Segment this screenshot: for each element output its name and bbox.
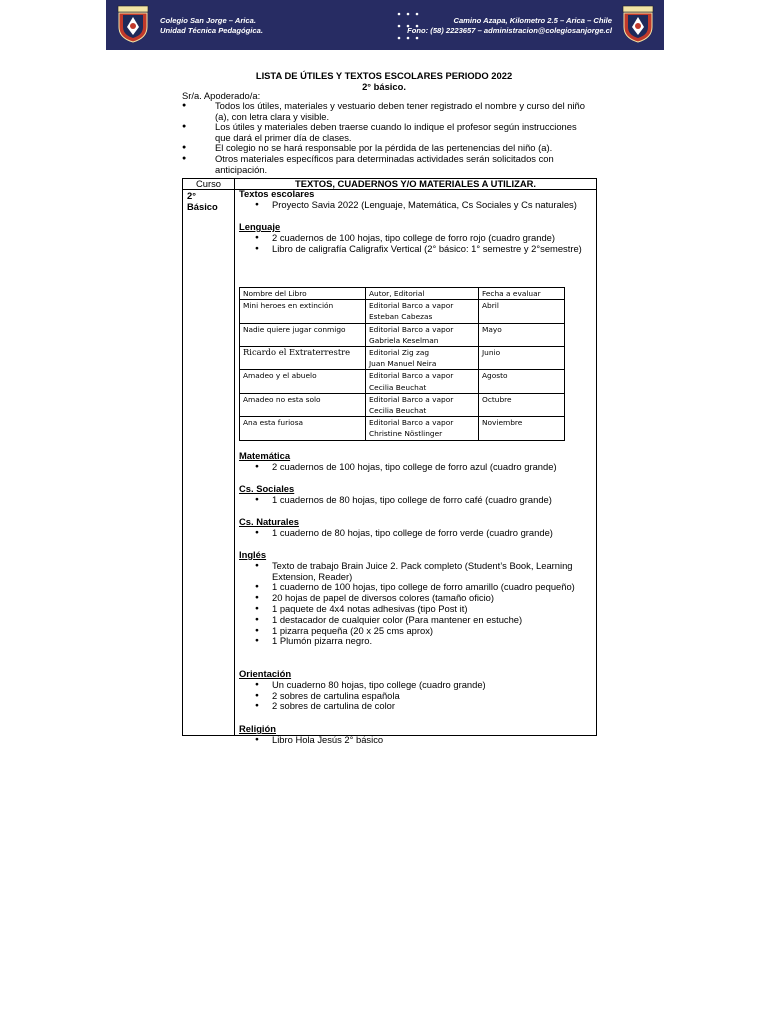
book-date: Agosto bbox=[479, 370, 565, 393]
section-textos bbox=[239, 189, 588, 211]
list-item: ● 1 cuaderno de 100 hojas, tipo college de forro amarillo (cuadro pequeño) bbox=[239, 582, 588, 593]
list-item: ● 2 cuadernos de 100 hojas, tipo college de forro azul (cuadro grande) bbox=[239, 462, 588, 473]
book-author-cell bbox=[366, 323, 479, 346]
course-level: Básico bbox=[187, 201, 218, 212]
section-title: Lenguaje bbox=[239, 221, 281, 232]
book-publisher: Editorial Barco a vapor bbox=[369, 371, 454, 381]
book-date: Junio bbox=[479, 347, 565, 370]
school-contact bbox=[407, 16, 612, 36]
list-item: ● Libro Hola Jesús 2° básico bbox=[239, 735, 588, 746]
section-religion bbox=[239, 724, 588, 746]
school-crest-icon bbox=[622, 5, 654, 43]
books-header-date: Fecha a evaluar bbox=[479, 288, 565, 300]
document-subtitle: 2° básico. bbox=[362, 81, 406, 92]
list-item: ● 2 sobres de cartulina de color bbox=[239, 701, 588, 712]
section-lenguaje bbox=[239, 222, 588, 254]
book-title: Amadeo y el abuelo bbox=[240, 370, 366, 393]
book-title: Amadeo no esta solo bbox=[240, 393, 366, 416]
book-date: Octubre bbox=[479, 393, 565, 416]
book-title: Ricardo el Extraterrestre bbox=[240, 347, 366, 370]
section-sociales bbox=[239, 484, 588, 506]
list-item: ● 1 Plumón pizarra negro. bbox=[239, 636, 588, 647]
book-author-cell bbox=[366, 347, 479, 370]
list-item: ● 1 cuaderno de 80 hojas, tipo college de forro verde (cuadro grande) bbox=[239, 528, 588, 539]
book-title: Ana esta furiosa bbox=[240, 417, 366, 440]
list-item: ● 2 cuadernos de 100 hojas, tipo college de forro rojo (cuadro grande) bbox=[239, 233, 588, 244]
course-grade: 2° bbox=[187, 190, 196, 201]
school-name-line2: Unidad Técnica Pedagógica. bbox=[160, 26, 263, 35]
book-date: Noviembre bbox=[479, 417, 565, 440]
section-title: Textos escolares bbox=[239, 188, 315, 199]
book-author: Cecilia Beuchat bbox=[369, 382, 427, 392]
book-author: Juan Manuel Neira bbox=[369, 359, 437, 369]
list-item: ● 1 pizarra pequeña (20 x 25 cms aprox) bbox=[239, 626, 588, 637]
table-row bbox=[240, 347, 565, 370]
table-row bbox=[240, 300, 565, 323]
book-author-cell bbox=[366, 370, 479, 393]
list-item: ● 1 cuadernos de 80 hojas, tipo college de forro café (cuadro grande) bbox=[239, 495, 588, 506]
document-title: LISTA DE ÚTILES Y TEXTOS ESCOLARES PERIODO 2022 bbox=[255, 70, 513, 81]
materials-table bbox=[182, 178, 597, 745]
column-divider bbox=[234, 179, 235, 735]
section-orientacion bbox=[239, 669, 588, 712]
books-header-title: Nombre del Libro bbox=[240, 288, 366, 300]
section-title: Matemática bbox=[239, 450, 291, 461]
section-matematica bbox=[239, 451, 588, 473]
intro-item: ● El colegio no se hará responsable por la pérdida de las pertenencias del niño (a). bbox=[182, 143, 592, 154]
list-item: ● 1 destacador de cualquier color (Para mantener en estuche) bbox=[239, 615, 588, 626]
greeting: Sr/a. Apoderado/a: bbox=[182, 90, 261, 101]
book-publisher: Editorial Barco a vapor bbox=[369, 394, 454, 404]
list-item: ● Texto de trabajo Brain Juice 2. Pack completo (Student’s Book, Learning Extension, Reader) bbox=[239, 561, 588, 583]
table-row bbox=[240, 323, 565, 346]
column-header-course: Curso bbox=[195, 178, 221, 189]
school-phone-email: Fono: (58) 2223657 – administracion@colegiosanjorge.cl bbox=[407, 26, 612, 35]
book-date: Abril bbox=[479, 300, 565, 323]
list-item: ● Proyecto Savia 2022 (Lenguaje, Matemática, Cs Sociales y Cs naturales) bbox=[239, 200, 588, 211]
section-title: Religión bbox=[239, 723, 276, 734]
column-header-materials: TEXTOS, CUADERNOS Y/O MATERIALES A UTILIZAR. bbox=[295, 178, 536, 189]
book-publisher: Editorial Barco a vapor bbox=[369, 324, 454, 334]
book-title: Nadie quiere jugar conmigo bbox=[240, 323, 366, 346]
section-naturales bbox=[239, 517, 588, 539]
book-author-cell bbox=[366, 417, 479, 440]
books-table bbox=[239, 287, 565, 441]
list-item: ● 20 hojas de papel de diversos colores (tamaño oficio) bbox=[239, 593, 588, 604]
intro-item: ● Otros materiales específicos para determinadas actividades serán solicitados con anticipación. bbox=[182, 154, 592, 175]
intro-list bbox=[182, 101, 592, 175]
table-row bbox=[240, 370, 565, 393]
school-name-line1: Colegio San Jorge – Arica. bbox=[160, 16, 256, 25]
list-item: ● Un cuaderno 80 hojas, tipo college (cuadro grande) bbox=[239, 680, 588, 691]
book-title: Mini heroes en extinción bbox=[240, 300, 366, 323]
table-header-row bbox=[240, 288, 565, 300]
list-item: ● 2 sobres de cartulina española bbox=[239, 691, 588, 702]
intro-item: ● Todos los útiles, materiales y vestuario deben tener registrado el nombre y curso del niño (a), con letra clara y visible. bbox=[182, 101, 592, 122]
books-header-author: Autor, Editorial bbox=[366, 288, 479, 300]
list-item: ● 1 paquete de 4x4 notas adhesivas (tipo Post it) bbox=[239, 604, 588, 615]
book-author: Esteban Cabezas bbox=[369, 312, 433, 322]
book-publisher: Editorial Barco a vapor bbox=[369, 301, 454, 311]
section-title: Orientación bbox=[239, 668, 292, 679]
course-cell bbox=[187, 190, 218, 212]
book-author-cell bbox=[366, 300, 479, 323]
book-author: Cecilia Beuchat bbox=[369, 406, 427, 416]
school-crest-icon bbox=[117, 5, 149, 43]
book-date: Mayo bbox=[479, 323, 565, 346]
school-address: Camino Azapa, Kilometro 2.5 – Arica – Chile bbox=[453, 16, 612, 25]
book-author-cell bbox=[366, 393, 479, 416]
intro-item: ● Los útiles y materiales deben traerse cuando lo indique el profesor según instrucciones que dará el primer día de clases. bbox=[182, 122, 592, 143]
book-author: Christine Nöstlinger bbox=[369, 429, 443, 439]
book-author: Gabriela Keselman bbox=[369, 335, 439, 345]
section-title: Inglés bbox=[239, 549, 267, 560]
section-title: Cs. Sociales bbox=[239, 483, 295, 494]
table-row bbox=[240, 393, 565, 416]
section-ingles bbox=[239, 550, 588, 647]
book-publisher: Editorial Barco a vapor bbox=[369, 418, 454, 428]
table-row bbox=[240, 417, 565, 440]
header-banner bbox=[106, 0, 664, 50]
school-name bbox=[160, 16, 263, 36]
section-title: Cs. Naturales bbox=[239, 516, 299, 527]
book-publisher: Editorial Zig zag bbox=[369, 348, 430, 358]
list-item: ● Libro de caligrafía Caligrafix Vertical (2° básico: 1° semestre y 2°semestre) bbox=[239, 244, 588, 255]
